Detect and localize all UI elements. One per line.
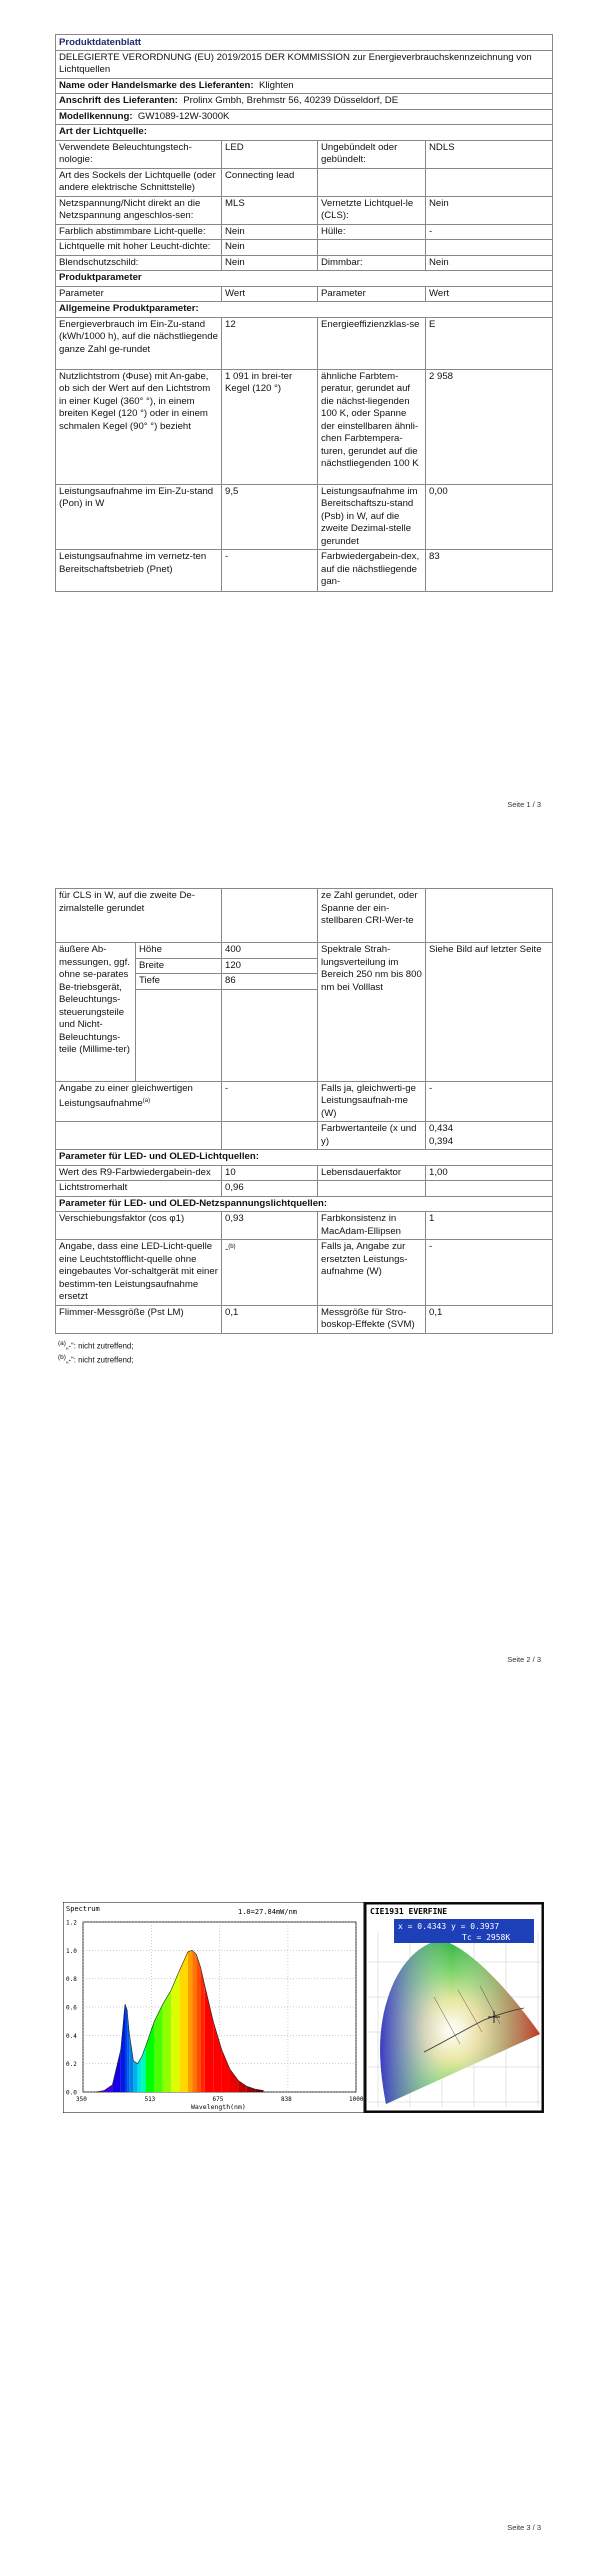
type-row-label-2: Dimmbar:: [318, 255, 426, 271]
flicker-label: Flimmer-Messgröße (Pst LM): [56, 1305, 222, 1333]
chroma-y: 0,394: [429, 1135, 454, 1147]
equiv-power-value: -: [222, 1081, 318, 1122]
params-table-continued: [55, 888, 553, 1334]
col-value-2: Wert: [426, 286, 553, 302]
spectrum-fill-segment: [201, 1967, 205, 2092]
y-tick-label: 0.8: [66, 1976, 77, 1984]
type-row-value: Nein: [222, 255, 318, 271]
equiv-power-label: [56, 1081, 222, 1122]
page-number-1: Seite 1 / 3: [507, 800, 541, 809]
replacement-value: [222, 1240, 318, 1306]
replaced-power-label: Falls ja, Angabe zur ersetzten Leistungs-aufnahme (W): [318, 1240, 426, 1306]
col-value-1: Wert: [222, 286, 318, 302]
replacement-label: Angabe, dass eine LED-Licht-quelle eine Leuchtstofflicht-quelle ohne eingebautes Vor-schaltgerät mit einer bestimm-ten Leistungsaufnahme ersetzt: [56, 1240, 222, 1306]
datasheet-page-1: [55, 34, 552, 592]
type-row-value: LED: [222, 140, 318, 168]
spectrum-title: Spectrum: [66, 1905, 100, 1913]
chroma-label: Farbwertanteile (x und y): [318, 1122, 426, 1150]
y-tick-label: 0.4: [66, 2032, 77, 2040]
supplier-address-label: Anschrift des Lieferanten:: [59, 95, 178, 106]
type-row: [56, 224, 553, 240]
param-label-2: Farbwiedergabein-dex, auf die nächstliegende gan-: [318, 550, 426, 592]
footnote-b-text: „-“: nicht zutreffend;: [65, 1355, 134, 1365]
type-row-value-2: Nein: [426, 255, 553, 271]
type-row-label-2: [318, 240, 426, 256]
lifetime-label: Lebensdauerfaktor: [318, 1165, 426, 1181]
model-label: Modellkennung:: [59, 110, 133, 122]
empty-cell: [222, 989, 318, 1081]
chroma-values: [426, 1122, 553, 1150]
page-1: [0, 0, 603, 853]
empty-cell: [222, 1122, 318, 1150]
type-row-label-2: Ungebündelt oder gebündelt:: [318, 140, 426, 168]
cie-title: CIE1931 EVERFINE: [370, 1907, 448, 1916]
supplier-name-row: [56, 78, 553, 94]
footnote-b: [58, 1352, 552, 1367]
spectrum-fill-segment: [133, 2061, 137, 2092]
cie-diagram: [364, 1902, 544, 2113]
y-tick-label: 1.0: [66, 1947, 77, 1955]
param-value: 12: [222, 317, 318, 369]
type-row-value: Nein: [222, 224, 318, 240]
spectrum-fill-segment: [196, 1955, 200, 2092]
page-number-2: Seite 2 / 3: [507, 1655, 541, 1664]
macadam-value: 1: [426, 1212, 553, 1240]
y-tick-label: 0.2: [66, 2061, 77, 2069]
r9-value: 10: [222, 1165, 318, 1181]
spectrum-fill-segment: [192, 1950, 196, 2092]
param-label-2: ähnliche Farbtem-peratur, gerundet auf die nächst-liegenden 100 K, oder Spanne der einstellbaren ähnli-chen Farbtempera-turen, gerundet auf die nächstliegenden 100 K: [318, 369, 426, 484]
type-row: [56, 196, 553, 224]
maintenance-value: 0,96: [222, 1181, 318, 1197]
param-row: [56, 484, 553, 550]
empty-cell: [318, 1181, 426, 1197]
cls-power-label-cont: für CLS in W, auf die zweite De-zimalstelle gerundet: [56, 889, 222, 943]
spectrum-fill-segment: [163, 1990, 171, 2092]
x-tick-label: 350: [76, 2096, 87, 2103]
spectrum-fill-segment: [180, 1952, 188, 2092]
type-row: [56, 168, 553, 196]
type-rows: [56, 140, 553, 271]
equiv-power-w-value: -: [426, 1081, 553, 1122]
general-param-rows: [56, 317, 553, 592]
spectrum-fill-segment: [171, 1970, 179, 2092]
dim-name-width: Breite: [136, 958, 222, 974]
spectrum-fill-segment: [125, 2004, 127, 2092]
type-row-value-2: -: [426, 224, 553, 240]
cie-tc: Tc = 2958K: [462, 1933, 511, 1942]
dim-name-height: Höhe: [136, 943, 222, 959]
cri-label-cont: ze Zahl gerundet, oder Spanne der ein-stellbaren CRI-Wer-te: [318, 889, 426, 943]
r9-label: Wert des R9-Farbwiedergabein-dex: [56, 1165, 222, 1181]
power-factor-label: Verschiebungsfaktor (cos φ1): [56, 1212, 222, 1240]
replaced-power-value: -: [426, 1240, 553, 1306]
type-row-value: Connecting lead: [222, 168, 318, 196]
param-value-2: E: [426, 317, 553, 369]
supplier-name-label: Name oder Handelsmarke des Lieferanten:: [59, 79, 254, 91]
lifetime-value: 1,00: [426, 1165, 553, 1181]
equiv-power-w-label: Falls ja, gleichwerti-ge Leistungsaufnah-me (W): [318, 1081, 426, 1122]
x-tick-label: 838: [280, 2096, 292, 2103]
dim-value-width: 120: [222, 958, 318, 974]
empty-cell: [56, 1122, 222, 1150]
spectrum-chart: [63, 1902, 364, 2113]
doc-title: Produktdatenblatt: [56, 35, 553, 51]
macadam-label: Farbkonsistenz in MacAdam-Ellipsen: [318, 1212, 426, 1240]
type-row-value-2: Nein: [426, 196, 553, 224]
param-value: -: [222, 550, 318, 592]
footnote-a: [58, 1338, 552, 1353]
type-row-label: Blendschutzschild:: [56, 255, 222, 271]
led-section-heading: Parameter für LED- und OLED-Lichtquellen:: [56, 1150, 553, 1166]
replacement-footnote-ref: (b): [228, 1244, 236, 1250]
y-tick-label: 1.2: [66, 1919, 77, 1927]
supplier-address: Prolinx Gmbh, Brehmstr 56, 40239 Düsseldorf, DE: [183, 95, 399, 106]
type-row-label: Netzspannung/Nicht direkt an die Netzspannung angeschlos-sen:: [56, 196, 222, 224]
type-row-label: Verwendete Beleuchtungstech-nologie:: [56, 140, 222, 168]
page-3: [0, 1706, 603, 2559]
datasheet-page-2: [55, 888, 552, 1367]
supplier-name: Klighten: [258, 79, 294, 91]
general-params-heading: Allgemeine Produktparameter:: [56, 302, 553, 318]
spectral-value: Siehe Bild auf letzter Seite: [426, 943, 553, 1082]
empty-cell: [426, 889, 553, 943]
empty-cell: [426, 1181, 553, 1197]
x-tick-label: 675: [212, 2096, 224, 2103]
param-label: Energieverbrauch im Ein-Zu-stand (kWh/1000 h), auf die nächstliegende ganze Zahl ge-rundet: [56, 317, 222, 369]
param-label: Leistungsaufnahme im vernetz-ten Bereitschaftsbetrieb (Pnet): [56, 550, 222, 592]
y-tick-label: 0.0: [66, 2089, 77, 2097]
type-row-label-2: Hülle:: [318, 224, 426, 240]
footnote-b-mark: (b): [58, 1354, 66, 1362]
type-row: [56, 140, 553, 168]
param-label: Nutzlichtstrom (Φuse) mit An-gabe, ob sich der Wert auf den Lichtstrom in einer Kugel (360° °), in einem breiten Kegel (120 °) oder in einem schmalen Kegel (90° °) bezieht: [56, 369, 222, 484]
x-tick-label: 1000: [349, 2096, 364, 2103]
type-row-label: Lichtquelle mit hoher Leucht-dichte:: [56, 240, 222, 256]
spectrum-xlabel: Wavelength(nm): [191, 2103, 246, 2111]
type-row-value: Nein: [222, 240, 318, 256]
spectrum-fill-segment: [188, 1950, 192, 2092]
type-row-label: Farblich abstimmbare Licht-quelle:: [56, 224, 222, 240]
param-label: Leistungsaufnahme im Ein-Zu-stand (Pon) in W: [56, 484, 222, 550]
params-section-heading: Produktparameter: [56, 271, 553, 287]
page-2: [0, 853, 603, 1706]
dim-value-height: 400: [222, 943, 318, 959]
type-row-value-2: [426, 168, 553, 196]
type-row-label: Art des Sockels der Lichtquelle (oder andere elektrische Schnittstelle): [56, 168, 222, 196]
param-value-2: 83: [426, 550, 553, 592]
equiv-power-label-text: Angabe zu einer gleichwertigen Leistungsaufnahme: [59, 1082, 193, 1110]
replacement-value-text: -: [225, 1244, 229, 1256]
type-row-label-2: [318, 168, 426, 196]
model-row: [56, 109, 553, 125]
empty-cell: [136, 989, 222, 1081]
footnote-a-mark: (a): [58, 1339, 66, 1347]
maintenance-label: Lichtstromerhalt: [56, 1181, 222, 1197]
equiv-power-footnote-ref: (a): [142, 1098, 151, 1104]
type-row: [56, 240, 553, 256]
param-row: [56, 550, 553, 592]
page-number-3: Seite 3 / 3: [507, 2523, 541, 2532]
stroboscopic-value: 0,1: [426, 1305, 553, 1333]
type-row-value-2: NDLS: [426, 140, 553, 168]
supplier-address-row: [56, 94, 553, 110]
param-value-2: 0,00: [426, 484, 553, 550]
empty-cell: [222, 889, 318, 943]
header-table: [55, 34, 553, 592]
param-label-2: Energieeffizienzklas-se: [318, 317, 426, 369]
type-row-label-2: Vernetzte Lichtquel-le (CLS):: [318, 196, 426, 224]
col-param-1: Parameter: [56, 286, 222, 302]
spectral-label: Spektrale Strah-lungsverteilung im Bereich 250 nm bis 800 nm bei Volllast: [318, 943, 426, 1082]
spectrum-flux: 1.0=27.84mW/nm: [238, 1908, 298, 1916]
stroboscopic-label: Messgröße für Stro-boskop-Effekte (SVM): [318, 1305, 426, 1333]
light-source-type-heading: Art der Lichtquelle:: [56, 125, 553, 141]
param-value-2: 2 958: [426, 369, 553, 484]
power-factor-value: 0,93: [222, 1212, 318, 1240]
col-param-2: Parameter: [318, 286, 426, 302]
flicker-value: 0,1: [222, 1305, 318, 1333]
param-row: [56, 317, 553, 369]
mains-section-heading: Parameter für LED- und OLED-Netzspannungslichtquellen:: [56, 1196, 553, 1212]
type-row-value: MLS: [222, 196, 318, 224]
dim-name-depth: Tiefe: [136, 974, 222, 990]
model-id: GW1089-12W-3000K: [137, 110, 230, 122]
type-row: [56, 255, 553, 271]
cie-coords: x = 0.4343 y = 0.3937: [398, 1922, 500, 1931]
param-label-2: Leistungsaufnahme im Bereitschaftszu-stand (Psb) in W, auf die zweite Dezimal-stelle gerundet: [318, 484, 426, 550]
dimensions-label: äußere Ab-messungen, ggf. ohne se-parates Be-triebsgerät, Beleuchtungs-steuerungsteile und Nicht-Beleuchtungs-teile (Millime-ter): [56, 943, 136, 1082]
footnote-a-text: „-“: nicht zutreffend;: [65, 1341, 134, 1351]
param-value: 1 091 in brei-ter Kegel (120 °): [222, 369, 318, 484]
param-row: [56, 369, 553, 484]
dim-value-depth: 86: [222, 974, 318, 990]
regulation-text: DELEGIERTE VERORDNUNG (EU) 2019/2015 DER KOMMISSION zur Energieverbrauchskennzeichnung von Lichtquellen: [56, 50, 553, 78]
y-tick-label: 0.6: [66, 2004, 77, 2012]
param-value: 9,5: [222, 484, 318, 550]
chroma-x: 0,434: [429, 1123, 454, 1134]
type-row-value-2: [426, 240, 553, 256]
x-tick-label: 513: [144, 2096, 156, 2103]
